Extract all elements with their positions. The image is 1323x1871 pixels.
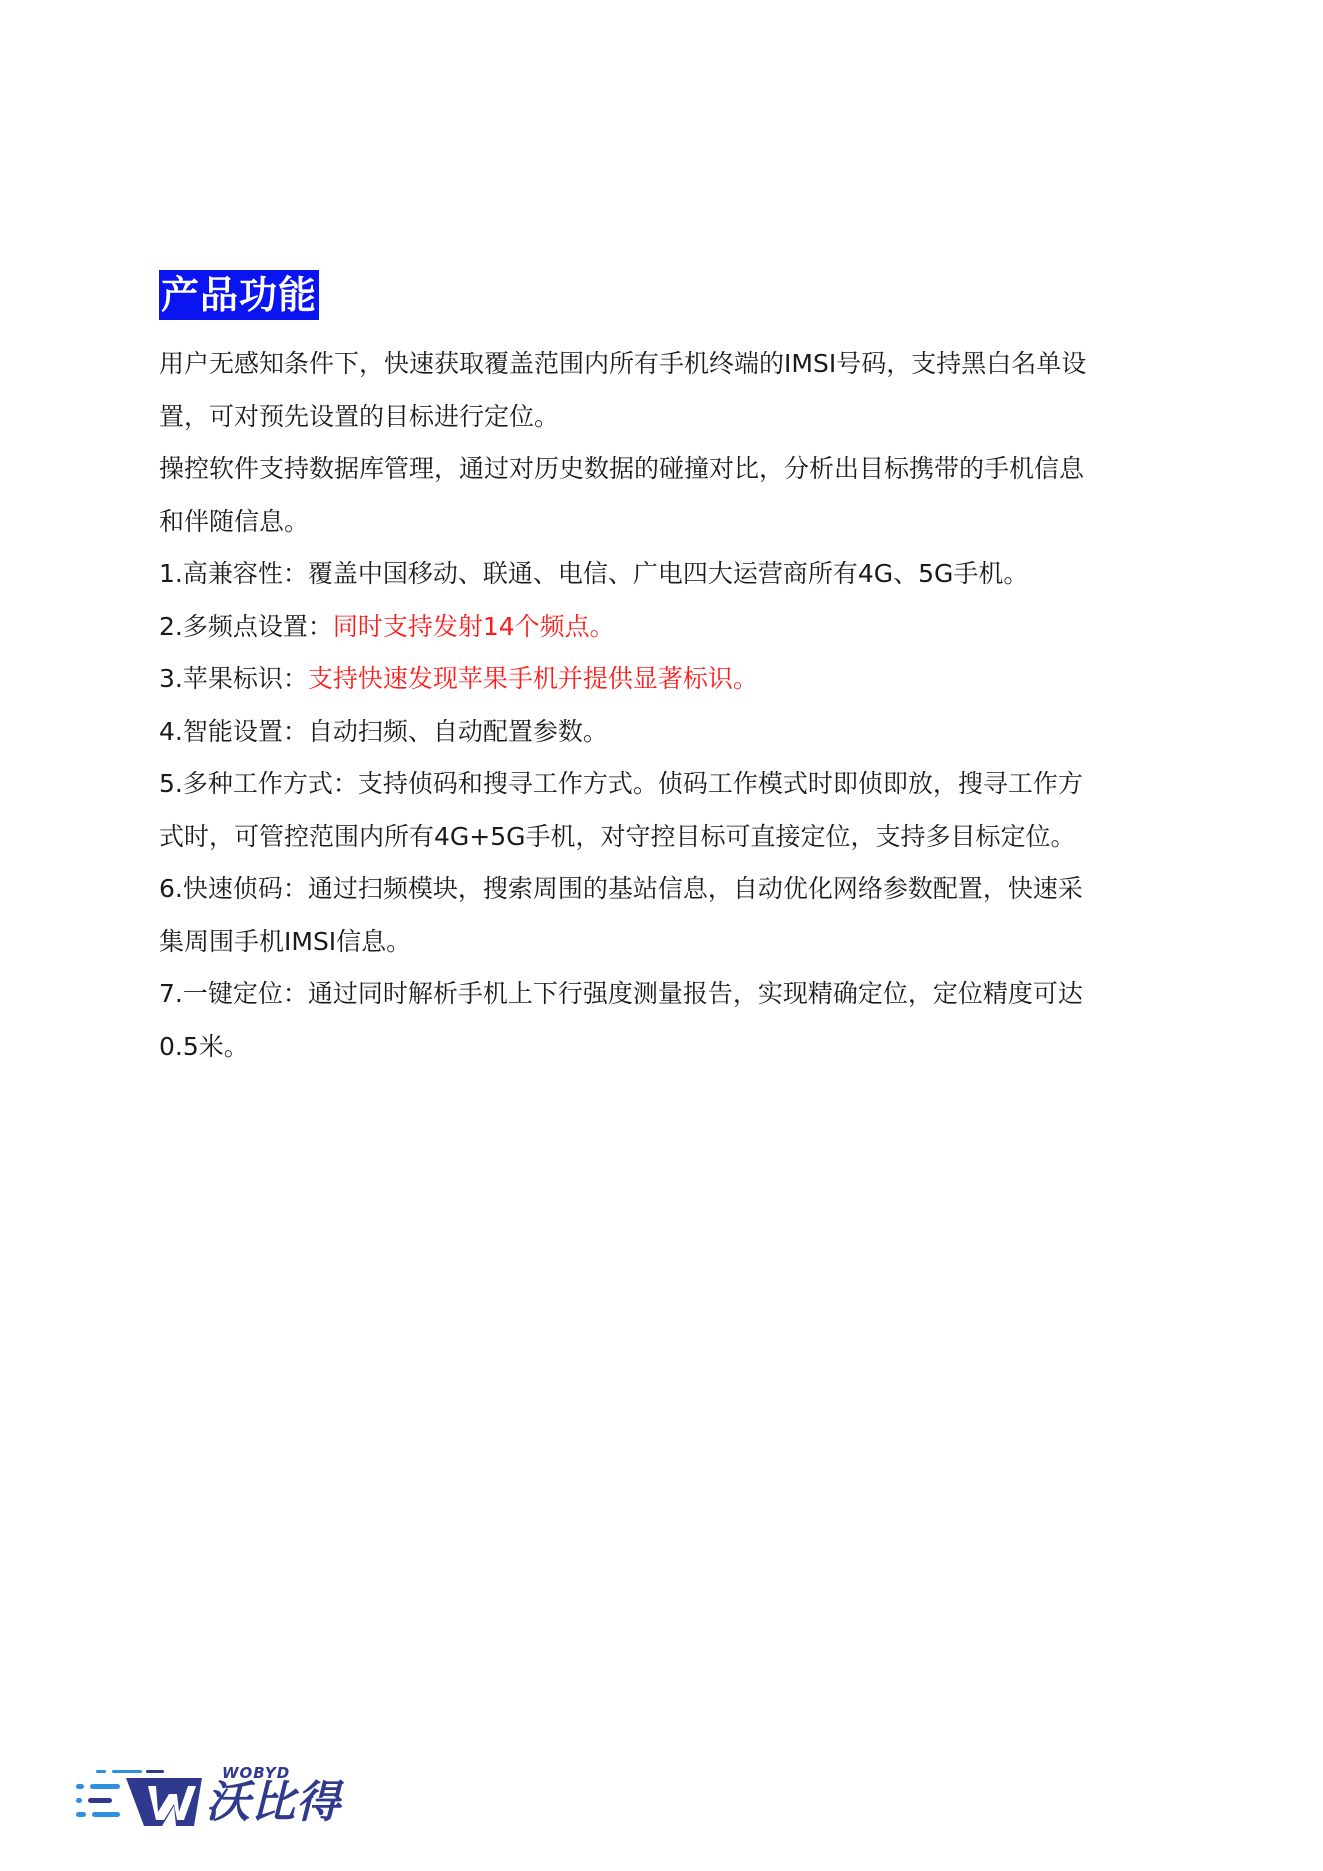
section-heading: 产品功能 (159, 270, 319, 320)
feature-item-5 (159, 758, 1159, 811)
intro-line-4: 和伴随信息。 (159, 506, 310, 536)
intro-line-1: 用户无感知条件下，快速获取覆盖范围内所有手机终端的IMSI号码，支持黑白名单设 (159, 349, 1087, 378)
feature-item-1 (159, 548, 1159, 601)
section-body (159, 338, 1159, 1073)
feature-item-6 (159, 863, 1159, 916)
feature-item-7-cont: 0.5米。 (159, 1031, 249, 1061)
feature-text-highlight: 同时支持发射14个频点。 (332, 611, 615, 641)
logo-w-mark-icon (76, 1762, 216, 1832)
feature-label: 7.一键定位： (159, 979, 308, 1008)
feature-label: 5.多种工作方式： (159, 769, 358, 798)
logo-chinese-text: 沃比得 (206, 1777, 341, 1828)
feature-item-4 (159, 706, 1159, 759)
feature-label: 3.苹果标识： (159, 664, 308, 693)
feature-label: 4.智能设置： (159, 716, 308, 746)
feature-label: 6.快速侦码： (159, 874, 308, 903)
company-logo (76, 1762, 396, 1832)
feature-item-5-cont: 式时，可管控范围内所有4G+5G手机，对守控目标可直接定位，支持多目标定位。 (159, 821, 1076, 851)
intro-line-3: 操控软件支持数据库管理，通过对历史数据的碰撞对比，分析出目标携带的手机信息 (159, 454, 1085, 483)
feature-label: 1.高兼容性： (159, 559, 308, 588)
feature-label: 2.多频点设置： (159, 611, 333, 641)
feature-item-7 (159, 968, 1159, 1021)
feature-text-highlight: 支持快速发现苹果手机并提供显著标识。 (307, 664, 758, 693)
feature-text: 通过扫频模块，搜索周围的基站信息，自动优化网络参数配置，快速采 (307, 874, 1083, 903)
feature-text: 覆盖中国移动、联通、电信、广电四大运营商所有4G、5G手机。 (307, 559, 1029, 588)
feature-text: 支持侦码和搜寻工作方式。侦码工作模式时即侦即放，搜寻工作方 (357, 769, 1083, 798)
feature-item-3 (159, 653, 1159, 706)
feature-item-6-cont: 集周围手机IMSI信息。 (159, 926, 412, 956)
feature-text: 自动扫频、自动配置参数。 (307, 716, 608, 746)
logo-latin-text: WOBYD (222, 1764, 291, 1782)
feature-item-2 (159, 601, 1159, 654)
intro-line-2: 置，可对预先设置的目标进行定位。 (159, 401, 560, 431)
feature-text: 通过同时解析手机上下行强度测量报告，实现精确定位，定位精度可达 (307, 979, 1083, 1008)
